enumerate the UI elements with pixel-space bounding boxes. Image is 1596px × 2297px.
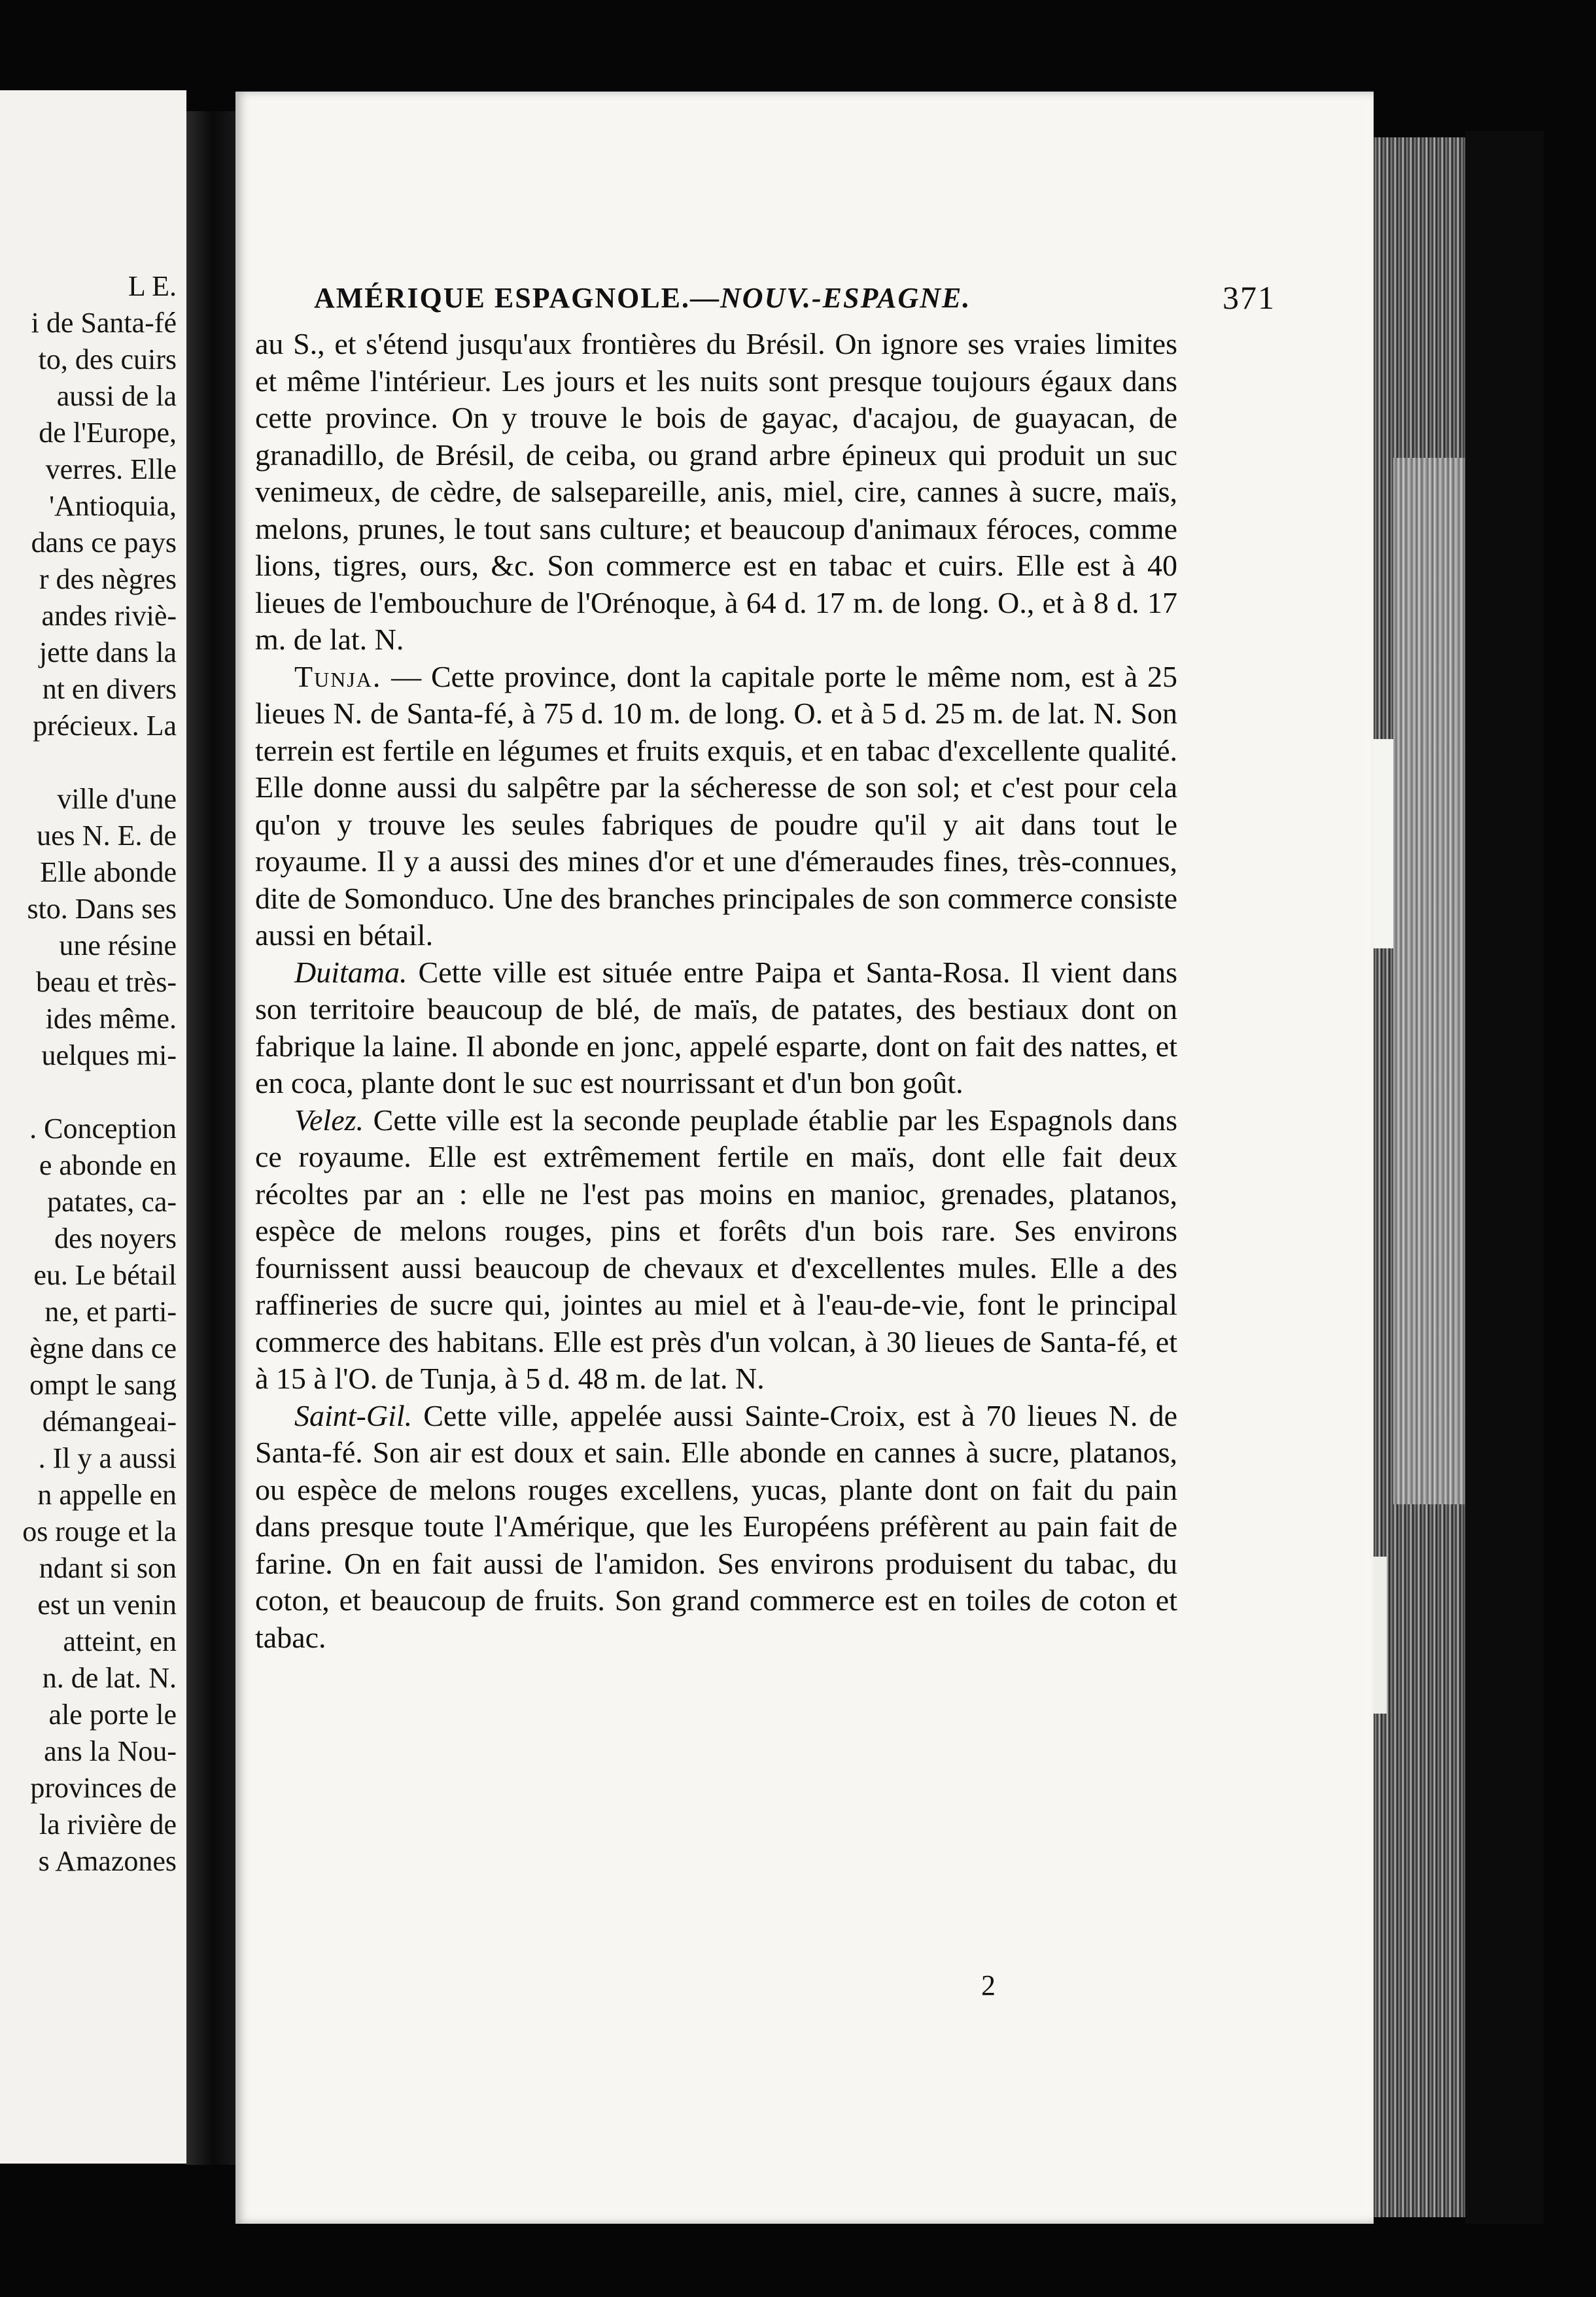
previous-page-line: ides même. bbox=[45, 1003, 177, 1035]
previous-page-line: L E. bbox=[128, 270, 177, 302]
body-text bbox=[255, 326, 1177, 1656]
previous-page-line: 'Antioquia, bbox=[49, 490, 177, 522]
running-header bbox=[314, 279, 1275, 316]
header-left: AMÉRIQUE ESPAGNOLE.— bbox=[314, 282, 721, 314]
previous-page-line: des noyers bbox=[54, 1222, 177, 1254]
previous-page-line: s Amazones bbox=[38, 1845, 177, 1877]
previous-page-line: ale porte le bbox=[48, 1699, 177, 1731]
paragraph bbox=[255, 659, 1177, 954]
previous-page-line: une résine bbox=[59, 929, 177, 961]
paragraph-text: — Cette province, dont la capitale porte le même nom, est à 25 lieues N. de Santa-fé, à 75 d. 10 m. de long. O. et à 5 d. 25 m. de lat. N. Son terrein est fertile en légumes et fruits exquis, et en tabac d'excellente qualité. Elle donne aussi du salpêtre par la sécheresse de son sol; et c'est pour cela qu'on y trouve les seules fabriques de poudre qu'il y ait dans tout le royaume. Il y a aussi des mines d'or et une d'émeraudes fines, très-connues, dite de Somonduco. Une des branches principales de son commerce consiste aussi en bétail. bbox=[255, 659, 1177, 952]
paragraph bbox=[255, 954, 1177, 1102]
paragraph bbox=[255, 326, 1177, 659]
previous-page-line: eu. Le bétail bbox=[33, 1259, 177, 1291]
paragraph-lead: Duitama. bbox=[294, 955, 408, 989]
previous-page-line bbox=[0, 1074, 177, 1111]
paragraph-lead: Saint-Gil. bbox=[294, 1398, 413, 1432]
previous-page-line: ues N. E. de bbox=[37, 820, 177, 852]
previous-page-line: andes riviè- bbox=[41, 600, 177, 632]
previous-page-line: démangeai- bbox=[42, 1406, 177, 1438]
previous-page-line: précieux. La bbox=[33, 710, 177, 742]
main-page bbox=[235, 92, 1374, 2224]
paragraph-text: Cette ville est située entre Paipa et Santa-Rosa. Il vient dans son territoire beaucoup de blé, de maïs, de patates, des bestiaux dont on fabrique la laine. Il abonde en jonc, appelé esparte, dont on fait des nattes, et en coca, plante dont le suc est nourrissant et d'un bon goût. bbox=[255, 955, 1177, 1099]
previous-page-line: verres. Elle bbox=[45, 453, 177, 485]
paragraph-text: Cette ville est la seconde peuplade établie par les Espagnols dans ce royaume. Elle est extrêmement fertile en maïs, dont elle fait deux récoltes par an : elle ne l'est pas moins en manioc, grenades, platanos, espèce de melons rouges, pins et forêts d'un bois rare. Ses environs fournissent aussi beaucoup de chevaux et d'excellentes mules. Elle a des raffineries de sucre qui, jointes au miel et à l'eau-de-vie, font le principal commerce des habitans. Elle est près d'un volcan, à 30 lieues de Santa-fé, et à 15 à l'O. de Tunja, à 5 d. 48 m. de lat. N. bbox=[255, 1103, 1177, 1395]
previous-page-line: beau et très- bbox=[36, 966, 177, 998]
previous-page-line: patates, ca- bbox=[47, 1186, 177, 1218]
previous-page-line: jette dans la bbox=[39, 636, 177, 668]
previous-page-line: de l'Europe, bbox=[39, 417, 177, 449]
paragraph bbox=[255, 1398, 1177, 1657]
previous-page-line: Elle abonde bbox=[40, 856, 177, 888]
page-stack-shadow bbox=[1465, 131, 1544, 2224]
previous-page-line: . Il y a aussi bbox=[38, 1442, 177, 1474]
previous-page-lines bbox=[0, 268, 177, 1880]
book-gutter bbox=[186, 111, 239, 2165]
previous-page-line: ndant si son bbox=[39, 1552, 177, 1584]
previous-page-line bbox=[0, 744, 177, 781]
previous-page-line: n appelle en bbox=[37, 1479, 177, 1511]
paragraph-text: Cette ville, appelée aussi Sainte-Croix, est à 70 lieues N. de Santa-fé. Son air est doux et sain. Elle abonde en cannes à sucre, platanos, ou espèce de melons rouges excellens, yucas, plante dont on fait du pain dans presque toute l'Amérique, que les Européens préfèrent au pain fait de farine. On en fait aussi de l'amidon. Ses environs produisent du tabac, du coton, et beaucoup de fruits. Son grand commerce est en toiles de coton et tabac. bbox=[255, 1398, 1177, 1654]
previous-page-line: os rouge et la bbox=[22, 1515, 177, 1547]
signature-mark: 2 bbox=[981, 1969, 996, 2001]
previous-page-line: est un venin bbox=[37, 1589, 177, 1621]
paragraph bbox=[255, 1102, 1177, 1398]
previous-page-line: to, des cuirs bbox=[38, 343, 177, 375]
paragraph-lead: Tunja. bbox=[294, 659, 382, 693]
previous-page-line: ne, et parti- bbox=[44, 1296, 177, 1328]
previous-page-line: r des nègres bbox=[39, 563, 177, 595]
previous-page-line: sto. Dans ses bbox=[27, 893, 177, 925]
previous-page-line: dans ce pays bbox=[31, 527, 177, 559]
previous-page-line: la rivière de bbox=[39, 1808, 177, 1840]
previous-page-line: ville d'une bbox=[57, 783, 177, 815]
paragraph-lead: Velez. bbox=[294, 1103, 364, 1137]
previous-page-line: ans la Nou- bbox=[44, 1735, 177, 1767]
previous-page-line: provinces de bbox=[30, 1772, 177, 1804]
page-number: 371 bbox=[1223, 279, 1275, 316]
header-right: NOUV.-ESPAGNE. bbox=[720, 282, 971, 314]
previous-page-line: . Conception bbox=[29, 1113, 177, 1145]
previous-page-line: ègne dans ce bbox=[29, 1332, 177, 1364]
paragraph-text: au S., et s'étend jusqu'aux frontières du Brésil. On ignore ses vraies limites et même l'intérieur. Les jours et les nuits sont presque toujours égaux dans cette province. On y trouve le bois de gayac, d'acajou, de guayacan, de granadillo, de Brésil, de ceiba, ou grand arbre épineux qui produit un suc venimeux, de cèdre, de salsepareille, anis, miel, cire, cannes à sucre, maïs, melons, prunes, le tout sans culture; et beaucoup d'animaux féroces, comme lions, tigres, ours, &c. Son commerce est en tabac et cuirs. Elle est à 40 lieues de l'embouchure de l'Orénoque, à 64 d. 17 m. de long. O., et à 8 d. 17 m. de lat. N. bbox=[255, 327, 1177, 656]
previous-page-line: nt en divers bbox=[42, 673, 177, 705]
previous-page-line: n. de lat. N. bbox=[42, 1662, 177, 1694]
previous-page-line: aussi de la bbox=[56, 380, 177, 412]
previous-page-line: uelques mi- bbox=[41, 1039, 177, 1071]
page-stack-highlight bbox=[1393, 458, 1465, 1504]
previous-page-fragment bbox=[0, 90, 186, 2164]
previous-page-line: ompt le sang bbox=[29, 1369, 177, 1401]
previous-page-line: e abonde en bbox=[39, 1149, 177, 1181]
previous-page-line: i de Santa-fé bbox=[31, 307, 177, 339]
previous-page-line: atteint, en bbox=[63, 1625, 177, 1657]
